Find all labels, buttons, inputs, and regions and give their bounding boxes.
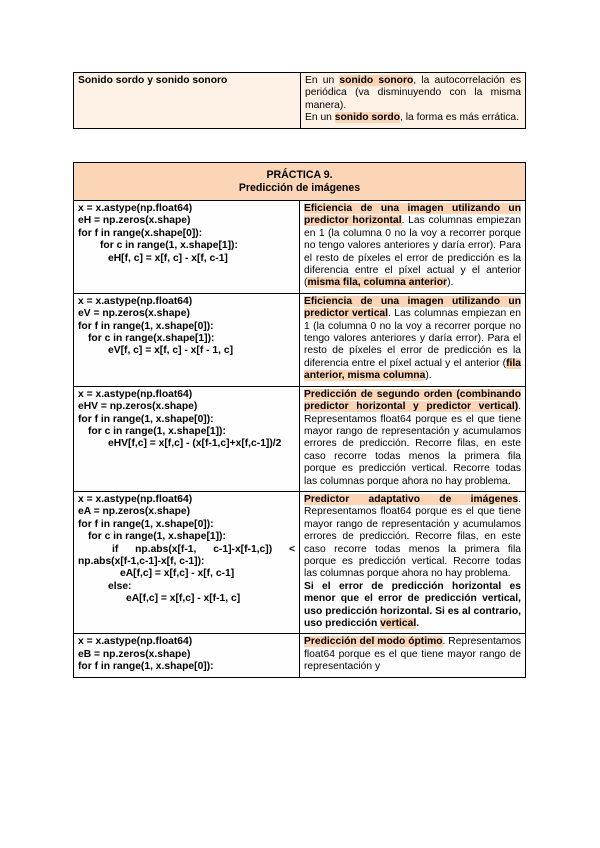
code-cell: x = x.astype(np.float64) eH = np.zeros(x.shape) for f in range(x.shape[0]): for c in range(1, x.shape[1]): eH[f, c] = x[f, c] - x[f, c-1] [74, 201, 300, 294]
code-cell: x = x.astype(np.float64) eB = np.zeros(x.shape) for f in range(1, x.shape[0]): [74, 634, 300, 677]
explanation-cell: Eficiencia de una imagen utilizando un predictor vertical. Las columnas empiezan en 1 (la columna 0 no la voy a recorrer porque no tengo valores anteriores y daría error). Para el resto de píxeles el error de predicción es la diferencia entre el píxel actual y el anterior (fila anterior, misma columna). [300, 293, 526, 386]
explanation-cell: Predictor adaptativo de imágenes. Representamos float64 porque es el que tiene mayor rango de representación y acumulamos errores de predicción. Recorre filas, en este caso recorre todas menos la primera fila porque es predicción vertical. Recorre todas las columnas porque ahora no hay problema. Si el error de predicción horizontal es menor que el error de predicción vertical, uso predicción horizontal. Si es al contrario, uso predicción vertical. [300, 491, 526, 633]
description-cell: En un sonido sonoro, la autocorrelación es periódica (va disminuyendo con la misma manera). En un sonido sordo, la forma es más errática. [301, 73, 526, 129]
highlight: sonido sonoro [339, 75, 414, 86]
code-cell: x = x.astype(np.float64) eHV = np.zeros(x.shape) for f in range(1, x.shape[0]): for c in range(1, x.shape[1]): eHV[f,c] = x[f,c] - (x[f-1,c]+x[f,c-1])/2 [74, 386, 300, 491]
explanation-cell: Predicción de segundo orden (combinando predictor horizontal y predictor vertical). Representamos float64 porque es el que tiene mayor rango de representación y acumulamos errores de predicción. Recorre filas, en este caso recorre todas menos la primera fila porque es predicción vertical. Recorre todas las columnas porque ahora no hay problema. [300, 386, 526, 491]
table-row [74, 491, 526, 633]
highlight: misma fila, columna anterior [307, 277, 448, 289]
code-wrapped-line: if np.abs(x[f-1, c-1]-x[f-1,c]) < [112, 543, 295, 555]
practice-table [73, 162, 526, 678]
practice-subtitle: Predicción de imágenes [238, 182, 361, 194]
highlight: Predicción de segundo orden (combinando predictor horizontal y predictor vertical) [304, 388, 521, 413]
highlight: Eficiencia de una imagen utilizando un predictor vertical [304, 295, 521, 320]
table-row [74, 386, 526, 491]
code-cell: x = x.astype(np.float64) eA = np.zeros(x.shape) for f in range(1, x.shape[0]): for c in range(1, x.shape[1]): if np.abs(x[f-1, c-1]-x[f-1,c]) < np.abs(x[f-1,c-1]-x[f, c-1]): eA[f,c] = x[f,c] - x[f, c-1] else: eA[f,c] = x[f,c] - x[f-1, c] [74, 491, 300, 633]
table-row [74, 634, 526, 677]
explanation-cell: Predicción del modo óptimo. Representamos float64 porque es el que tiene mayor rango de representación y [300, 634, 526, 677]
topic-cell [74, 73, 301, 129]
practice-header [74, 163, 526, 201]
practice-title: PRÁCTICA 9. [266, 169, 333, 181]
summary-table [73, 72, 526, 129]
highlight: Predictor adaptativo de imágenes [304, 493, 519, 505]
table-row [74, 293, 526, 386]
explanation-cell: Eficiencia de una imagen utilizando un predictor horizontal. Las columnas empiezan en 1 (la columna 0 no la voy a recorrer porque no tengo valores anteriores y daría error). Para el resto de píxeles el error de predicción es la diferencia entre el píxel actual y el anterior (misma fila, columna anterior). [300, 201, 526, 294]
highlight: Eficiencia de una imagen utilizando un predictor horizontal [304, 203, 521, 227]
highlight: fila anterior, misma columna [304, 357, 521, 382]
table-row [74, 73, 526, 129]
header-row [74, 163, 526, 201]
highlight: sonido sordo [334, 112, 400, 124]
highlight: vertical [380, 618, 417, 629]
topic-label: Sonido sordo y sonido sonoro [78, 75, 228, 86]
table-row [74, 201, 526, 294]
highlight: Predicción del modo óptimo [304, 636, 443, 648]
code-cell: x = x.astype(np.float64) eV = np.zeros(x.shape) for f in range(1, x.shape[0]): for c in range(x.shape[1]): eV[f, c] = x[f, c] - x[f - 1, c] [74, 293, 300, 386]
